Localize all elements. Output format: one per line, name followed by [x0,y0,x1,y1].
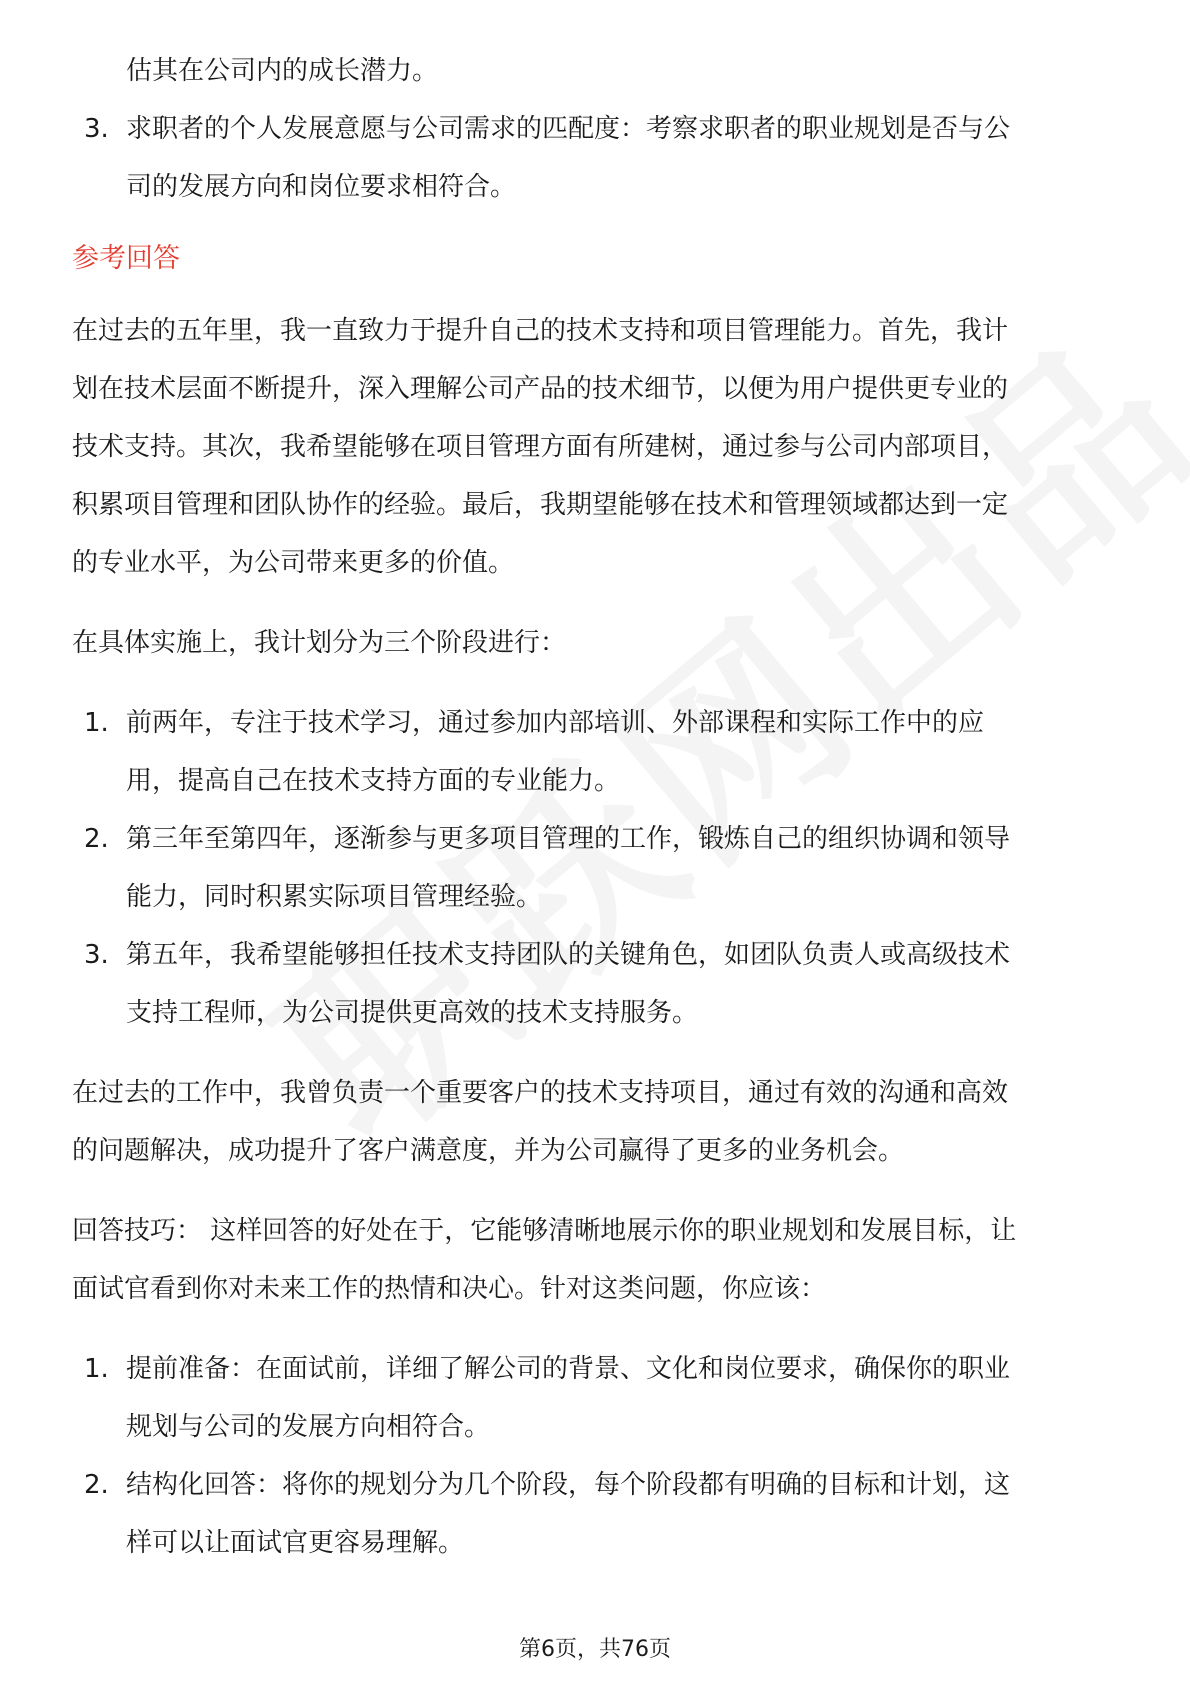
list-item [72,1340,1122,1456]
list-item-line: 能力，同时积累实际项目管理经验。 [126,882,543,912]
list-item [72,926,1122,1042]
list-item-line: 第三年至第四年，逐渐参与更多项目管理的工作，锻炼自己的组织协调和领导 [126,824,1011,854]
answer-paragraph-2 [72,614,1122,672]
list-item [72,810,1122,926]
continuation-text: 估其在公司内的成长潜力。 [126,56,439,86]
paragraph-line: 在过去的工作中，我曾负责一个重要客户的技术支持项目，通过有效的沟通和高效 [72,1078,1009,1108]
list-number: 2. [84,824,109,854]
list-item-line: 样可以让面试官更容易理解。 [126,1528,465,1558]
list-item-line: 支持工程师，为公司提供更高效的技术支持服务。 [126,998,699,1028]
paragraph-line: 的问题解决，成功提升了客户满意度，并为公司赢得了更多的业务机会。 [72,1136,905,1166]
page-footer: 第6页，共76页 [519,1637,671,1662]
list-item-continuation [72,42,1122,100]
answer-paragraph-3 [72,1064,1122,1180]
paragraph-line: 面试官看到你对未来工作的热情和决心。针对这类问题，你应该： [72,1274,827,1304]
list-item-line: 用，提高自己在技术支持方面的专业能力。 [126,766,621,796]
list-item [72,694,1122,810]
paragraph-line: 划在技术层面不断提升，深入理解公司产品的技术细节，以便为用户提供更专业的 [72,374,1009,404]
list-number: 1. [84,1354,109,1384]
list-number: 3. [84,940,109,970]
list-item [72,1456,1122,1572]
list-item-line: 求职者的个人发展意愿与公司需求的匹配度：考察求职者的职业规划是否与公 [126,114,1011,144]
paragraph-line: 的专业水平，为公司带来更多的价值。 [72,548,515,578]
paragraph-line: 在具体实施上，我计划分为三个阶段进行： [72,628,567,658]
list-item-line: 规划与公司的发展方向相符合。 [126,1412,491,1442]
answer-paragraph-1 [72,302,1122,592]
paragraph-line: 技术支持。其次，我希望能够在项目管理方面有所建树，通过参与公司内部项目， [72,432,1009,462]
tips-list [72,1340,1122,1572]
list-item-line: 第五年，我希望能够担任技术支持团队的关键角色，如团队负责人或高级技术 [126,940,1011,970]
list-item-line: 司的发展方向和岗位要求相符合。 [126,172,517,202]
list-item-line: 提前准备：在面试前，详细了解公司的背景、文化和岗位要求，确保你的职业 [126,1354,1011,1384]
page-content [72,42,1122,1572]
stages-list [72,694,1122,1042]
list-number: 3. [84,114,109,144]
paragraph-line: 在过去的五年里，我一直致力于提升自己的技术支持和项目管理能力。首先，我计 [72,316,1009,346]
paragraph-line: 积累项目管理和团队协作的经验。最后，我期望能够在技术和管理领域都达到一定 [72,490,1009,520]
tips-paragraph [72,1202,1122,1318]
criteria-list-item [72,100,1122,216]
list-item-line: 结构化回答：将你的规划分为几个阶段，每个阶段都有明确的目标和计划，这 [126,1470,1011,1500]
paragraph-line: 回答技巧： 这样回答的好处在于，它能够清晰地展示你的职业规划和发展目标，让 [72,1216,1017,1246]
section-title: 参考回答 [72,243,180,274]
list-item-line: 前两年，专注于技术学习，通过参加内部培训、外部课程和实际工作中的应 [126,708,985,738]
list-number: 1. [84,708,109,738]
list-number: 2. [84,1470,109,1500]
